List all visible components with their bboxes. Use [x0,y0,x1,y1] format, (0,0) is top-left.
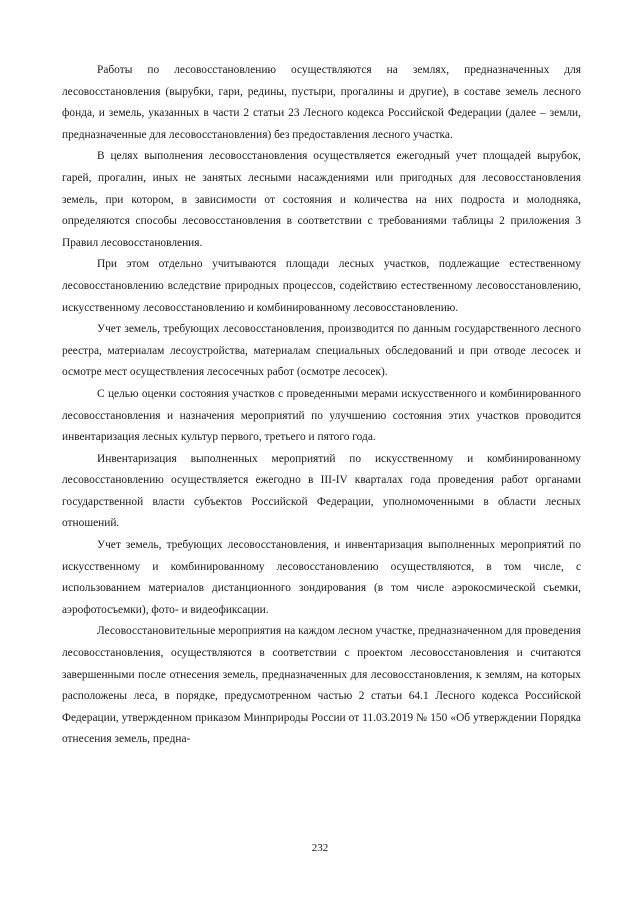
paragraph: Учет земель, требующих лесовосстановления, производится по данным государственного лесного реестра, материалам лесоустройства, материалам специальных обследований и при отводе лесосек и осмотре мест осуществления лесосечных работ (осмотре лесосек). [62,323,581,379]
paragraph: Лесовосстановительные мероприятия на каждом лесном участке, предназначенном для проведения лесовосстановления, осуществляются в соответствии с проектом лесовосстановления и считаются завершенными после отнесения земель, предназначенных для лесовосстановления, к землям, на которых расположены леса, в порядке, предусмотренном частью 2 статьи 64.1 Лесного кодекса Российской Федерации, утвержденном приказом Минприроды России от 11.03.2019 № 150 «Об утверждении Порядка отнесения земель, предна- [62,625,581,746]
paragraph: Учет земель, требующих лесовосстановления, и инвентаризация выполненных мероприятий по искусственному и комбинированному лесовосстановлению осуществляются, в том числе, с использованием материалов дистанционного зондирования (в том числе аэрокосмической съемки, аэрофотосъемки), фото- и видеофиксации. [62,539,581,616]
page-number: 232 [311,842,329,854]
paragraph: В целях выполнения лесовосстановления осуществляется ежегодный учет площадей вырубок, гарей, прогалин, иных не занятых лесными насаждениями или пригодных для лесовосстановления земель, при котором, в зависимости от состояния и количества на них подроста и молодняка, определяются способы лесовосстановления в соответствии с требованиями таблицы 2 приложения 3 Правил лесовосстановления. [62,150,581,249]
paragraph: С целью оценки состояния участков с проведенными мерами искусственного и комбинированного лесовосстановления и назначения мероприятий по улучшению состояния этих участков проводится инвентаризация лесных культур первого, третьего и пятого года. [62,387,581,444]
paragraph: При этом отдельно учитываются площади лесных участков, подлежащие естественному лесовосстановлению вследствие природных процессов, содействию естественному лесовосстановлению, искусственному лесовосстановлению и комбинированному лесовосстановлению. [62,258,581,314]
body-text [62,60,581,751]
paragraph: Работы по лесовосстановлению осуществляются на землях, предназначенных для лесовосстановления (вырубки, гари, редины, пустыри, прогалины и другие), в составе земель лесного фонда, и земель, указанных в части 2 статьи 23 Лесного кодекса Российской Федерации (далее – земли, предназначенные для лесовосстановления) без предоставления лесного участка. [62,64,581,141]
paragraph: Инвентаризация выполненных мероприятий по искусственному и комбинированному лесовосстановлению осуществляется ежегодно в III-IV кварталах года проведения работ органами государственной власти субъектов Российской Федерации, уполномоченными в области лесных отношений. [62,452,581,530]
